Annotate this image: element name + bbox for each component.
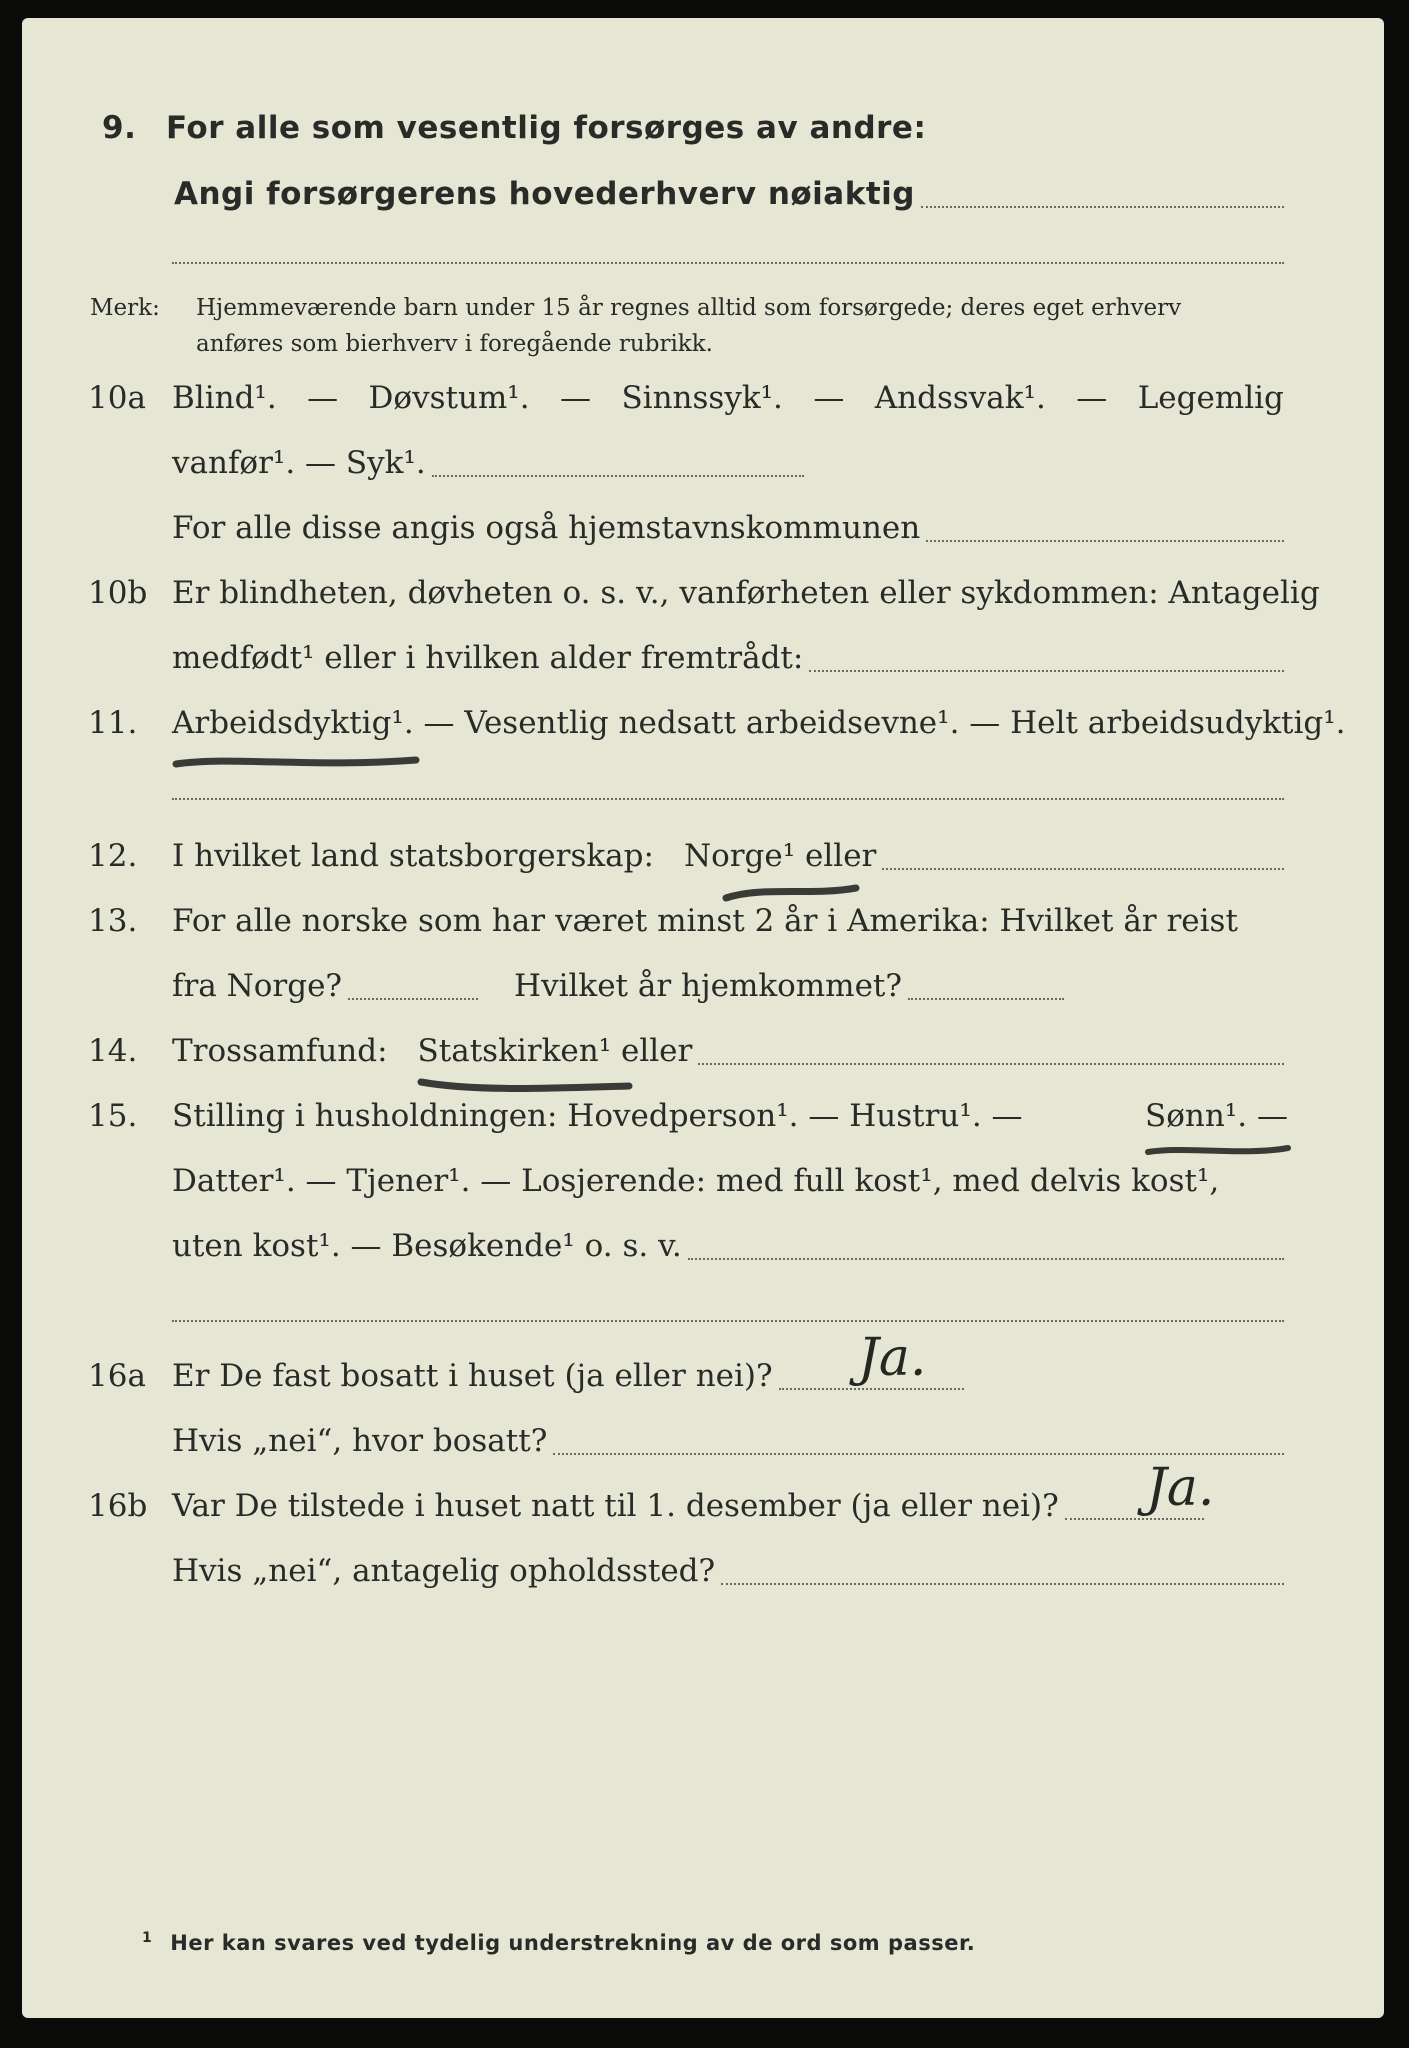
q13-return-field[interactable] — [908, 998, 1064, 1000]
q16a-followup-field[interactable] — [553, 1453, 1284, 1455]
q11-option-arbeidsdyktig[interactable]: Arbeidsdyktig — [172, 705, 392, 741]
q12-eller: ¹ eller — [782, 838, 877, 874]
merk-label: Merk: — [90, 295, 160, 321]
q13-departure-field[interactable] — [348, 998, 478, 1000]
q16b-handwritten-answer: Ja. — [1146, 1458, 1215, 1518]
q15-position-field[interactable] — [688, 1258, 1284, 1260]
q16a-answer-field[interactable] — [779, 1388, 964, 1390]
q12-option-norge[interactable]: Norge — [683, 838, 783, 874]
q15-line1-pre: Stilling i husholdningen: Hovedperson¹. — Hustru¹. — — [172, 1098, 1023, 1134]
q16a-followup: Hvis „nei“, hvor bosatt? — [172, 1423, 548, 1459]
q16a-handwritten-answer: Ja. — [858, 1328, 927, 1388]
q10a-separator: — — [813, 380, 845, 416]
q10a-home-label: For alle disse angis også hjemstavnskommunen — [172, 510, 921, 546]
q16b-answer-field[interactable] — [1065, 1518, 1204, 1520]
q10a-home-field[interactable] — [926, 540, 1284, 542]
q14-underline-stroke — [417, 1074, 637, 1098]
footnote-text: Her kan svares ved tydelig understrekning av de ord som passer. — [170, 1931, 976, 1955]
q12-country-field[interactable] — [882, 868, 1284, 870]
q10b-age-label: medfødt¹ eller i hvilken alder fremtrådt: — [172, 640, 804, 676]
q14-faith-field[interactable] — [698, 1063, 1284, 1065]
q11-underline-stroke — [172, 750, 422, 776]
q10b-line1: Er blindheten, døvheten o. s. v., vanførheten eller sykdommen: Antagelig — [172, 575, 1320, 611]
q15-line1-post: ¹. — — [1224, 1098, 1288, 1134]
q12-number: 12. — [88, 838, 138, 874]
q11-other-options: ¹. — Vesentlig nedsatt arbeidsevne¹. — Helt arbeidsudyktig¹. — [391, 705, 1346, 741]
q11-number: 11. — [88, 705, 138, 741]
q10a-option[interactable]: Andssvak¹. — [874, 380, 1046, 416]
q16b-followup-field[interactable] — [721, 1583, 1284, 1585]
q15-line2: Datter¹. — Tjener¹. — Losjerende: med full kost¹, med delvis kost¹, — [172, 1163, 1220, 1199]
q9-extra-line[interactable] — [172, 262, 1284, 264]
q15-extra-line[interactable] — [172, 1320, 1284, 1322]
q13-line1: For alle norske som har været minst 2 år i Amerika: Hvilket år reist — [172, 903, 1238, 939]
q15-number: 15. — [88, 1098, 138, 1134]
q10a-syk-field[interactable] — [432, 475, 804, 477]
q10a-separator: — — [1076, 380, 1108, 416]
q15-line3: uten kost¹. — Besøkende¹ o. s. v. — [172, 1228, 682, 1264]
q10b-number: 10b — [88, 575, 148, 611]
q9-title: For alle som vesentlig forsørges av andre: — [166, 110, 927, 146]
q9-occupation-label: Angi forsørgerens hovederhverv nøiaktig — [174, 176, 915, 212]
q13-number: 13. — [88, 903, 138, 939]
q14-label: Trossamfund: — [172, 1033, 388, 1069]
q10a-separator: — — [560, 380, 592, 416]
footnote — [142, 1930, 975, 1955]
q10a-options — [172, 378, 1284, 418]
census-form-page — [22, 18, 1384, 2018]
footnote-mark: 1 — [142, 1930, 153, 1946]
q13-return-label: Hvilket år hjemkommet? — [514, 968, 903, 1004]
q16a-number: 16a — [88, 1358, 146, 1394]
q16a-question: Er De fast bosatt i huset (ja eller nei)? — [172, 1358, 773, 1394]
q16b-followup: Hvis „nei“, antagelig opholdssted? — [172, 1553, 716, 1589]
q16b-number: 16b — [88, 1488, 148, 1524]
q10a-option[interactable]: Legemlig — [1137, 380, 1284, 416]
q10a-separator: — — [307, 380, 339, 416]
q15-option-sonn[interactable]: Sønn — [1145, 1098, 1225, 1134]
q9-number: 9. — [102, 110, 137, 146]
q10b-age-field[interactable] — [809, 670, 1284, 672]
q14-eller: ¹ eller — [598, 1033, 693, 1069]
q14-number: 14. — [88, 1033, 138, 1069]
q15-underline-stroke — [1144, 1140, 1294, 1162]
q10a-option[interactable]: Døvstum¹. — [368, 380, 530, 416]
q10a-option[interactable]: Blind¹. — [172, 380, 277, 416]
q9-occupation-field[interactable] — [921, 206, 1284, 208]
q10a-number: 10a — [88, 380, 146, 416]
q11-extra-line[interactable] — [172, 798, 1284, 800]
q13-departure-label: fra Norge? — [172, 968, 343, 1004]
merk-line1: Hjemmeværende barn under 15 år regnes alltid som forsørgede; deres eget erhverv — [196, 295, 1182, 321]
q10a-option[interactable]: Sinnssyk¹. — [621, 380, 783, 416]
q14-option-statskirken[interactable]: Statskirken — [417, 1033, 599, 1069]
merk-line2: anføres som bierhverv i foregående rubrikk. — [196, 331, 713, 357]
q16b-question: Var De tilstede i huset natt til 1. desember (ja eller nei)? — [172, 1488, 1059, 1524]
q12-label: I hvilket land statsborgerskap: — [172, 838, 654, 874]
q10a-line2: vanfør¹. — Syk¹. — [172, 445, 426, 481]
